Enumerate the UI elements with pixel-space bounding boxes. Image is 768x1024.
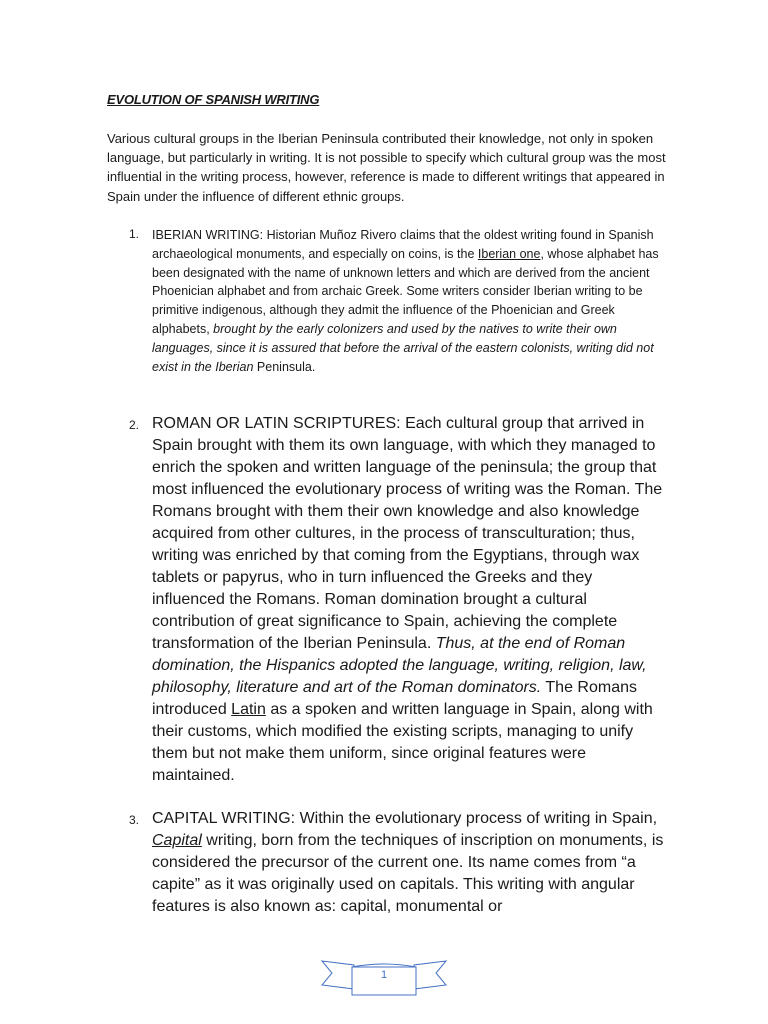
- list-number: 2.: [129, 418, 140, 432]
- page-number: 1: [380, 969, 388, 981]
- item-heading: IBERIAN WRITING:: [152, 228, 264, 242]
- list-number: 1.: [129, 227, 140, 241]
- underlined-term: Latin: [231, 701, 266, 718]
- item-text: Within the evolutionary process of writing in Spain,: [295, 810, 658, 827]
- document-title: EVOLUTION OF SPANISH WRITING: [107, 92, 320, 107]
- list-item-body: [152, 226, 667, 376]
- list-item-body: [152, 413, 667, 787]
- italic-text: brought by the early colonizers and used by the natives to write their own languages, since it is assured that before the arrival of the eastern colonists, writing did not exist in the Iberian: [152, 321, 654, 374]
- item-text: writing, born from the techniques of inscription on monuments, is considered the precursor of the current one. Its name comes from “a capite” as it was originally used on capitals. This writing with angular features is also known as: capital, monumental or: [152, 832, 664, 915]
- item-text: , whose alphabet has been designated with the name of unknown letters and which are derived from the ancient Phoenician alphabet and from archaic Greek. Some writers consider Iberian writing to be primitive indigenous, although they admit the influence of the Phoenician and Greek alphabets,: [152, 246, 659, 336]
- underlined-term: Capital: [152, 832, 202, 849]
- item-text: Each cultural group that arrived in Spain brought with them its own language, with which they managed to enrich the spoken and written language of the peninsula; the group that most influenced the evolutionary process of writing was the Roman. The Romans brought with them their own knowledge and also knowledge acquired from other cultures, in the process of transculturation; thus, writing was enriched by that coming from the Egyptians, through wax tablets or papyrus, who in turn influenced the Greeks and they influenced the Romans. Roman domination brought a cultural contribution of great significance to Spain, achieving the complete transformation of the Iberian Peninsula.: [152, 415, 663, 652]
- item-text: The Romans introduced: [152, 679, 637, 718]
- item-text: as a spoken and written language in Spain, along with their customs, which modified the existing scripts, managing to unify them but not make them uniform, since original features were maintained.: [152, 701, 653, 784]
- item-text: Peninsula.: [253, 359, 316, 374]
- item-heading: ROMAN OR LATIN SCRIPTURES:: [152, 415, 401, 432]
- item-text: Historian Muñoz Rivero claims that the oldest writing found in Spanish archaeological monuments, and especially on coins, is the: [152, 228, 654, 261]
- italic-text: Thus, at the end of Roman domination, the Hispanics adopted the language, writing, religion, law, philosophy, literature and art of the Roman dominators.: [152, 635, 647, 696]
- list-number: 3.: [129, 813, 140, 827]
- intro-paragraph: Various cultural groups in the Iberian Peninsula contributed their knowledge, not only in spoken language, but particularly in writing. It is not possible to specify which cultural group was the most influential in the writing process, however, reference is made to different writings that appeared in Spain under the influence of different ethnic groups.: [107, 131, 666, 204]
- list-item-body: [152, 808, 667, 918]
- underlined-term: Iberian one: [477, 246, 541, 261]
- item-heading: CAPITAL WRITING:: [152, 810, 296, 827]
